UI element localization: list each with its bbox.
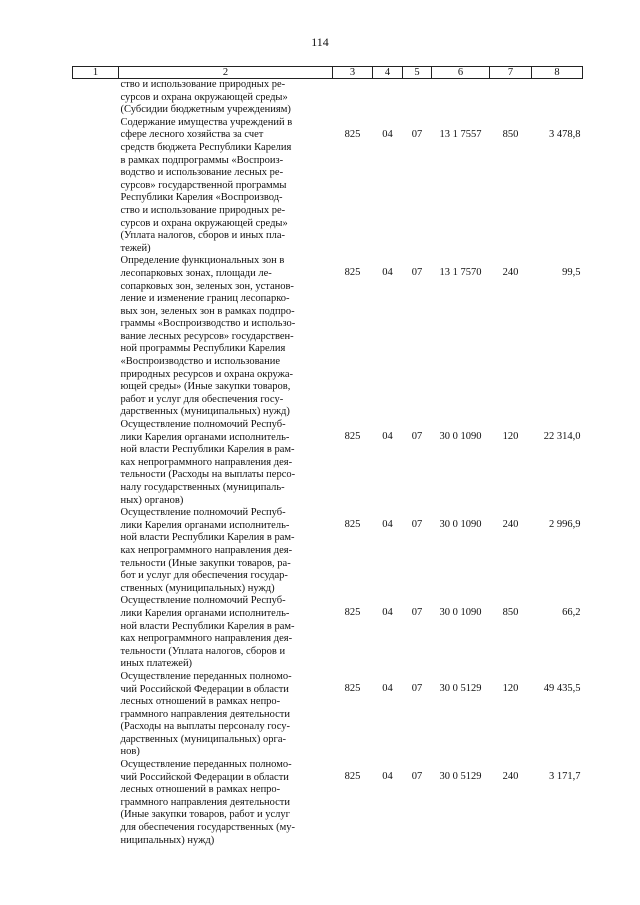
subsection-code: 07 xyxy=(411,771,423,783)
section-code: 04 xyxy=(382,682,393,694)
subsection-code: 07 xyxy=(411,128,423,140)
subsection-code: 07 xyxy=(411,431,423,443)
row-number-cell xyxy=(73,419,119,507)
row-description: Осуществление переданных полномо- чий Российской Федерации в области лесных отношений в рамках непро- граммного направления деятельности (Иные закупки товаров, работ и услуг для обеспечения государственных (му- ниципальных) нужд) xyxy=(120,759,296,846)
subsection-code: 07 xyxy=(411,519,423,531)
table-row xyxy=(73,507,583,595)
table-row xyxy=(73,759,583,847)
row-description: ство и использование природных ре- сурсов и охрана окружающей среды» (Субсидии бюджетным учреждениям) xyxy=(120,79,291,116)
column-header: 2 xyxy=(119,67,333,79)
amount-value: 66,2 xyxy=(562,607,581,619)
budget-table xyxy=(72,66,583,847)
expense-type-code: 850 xyxy=(502,607,519,619)
expense-type-code: 240 xyxy=(502,519,519,531)
column-header: 8 xyxy=(532,67,583,79)
amount-value: 2 996,9 xyxy=(549,519,581,531)
admin-code: 825 xyxy=(344,682,361,694)
amount-value: 3 478,8 xyxy=(549,128,581,140)
admin-code: 825 xyxy=(344,431,361,443)
page-number: 114 xyxy=(311,35,329,49)
row-number-cell xyxy=(73,759,119,847)
expense-type-code: 850 xyxy=(502,128,519,140)
admin-code: 825 xyxy=(344,607,361,619)
row-description: Определение функциональных зон в лесопарковых зонах, площади ле- сопарковых зон, зеленых зон, установ- ление и изменение границ лесопарко- вых зон, зеленых зон в рамках подпро- граммы «Воспроизводство и использо- вание лесных ресурсов» государствен- ной программы Республики Карелия «Воспроизводство и использование природных ресурсов и охрана окружа- ющей среды» (Иные закупки товаров, работ и услуг для обеспечения госу- дарственных (муниципальных) нужд) xyxy=(120,255,296,418)
column-header: 1 xyxy=(73,67,119,79)
section-code: 04 xyxy=(382,267,393,279)
subsection-code xyxy=(403,79,432,117)
table-row xyxy=(73,255,583,419)
subsection-code: 07 xyxy=(411,682,423,694)
expense-type-code: 240 xyxy=(502,267,519,279)
column-header: 7 xyxy=(490,67,532,79)
admin-code: 825 xyxy=(344,771,361,783)
target-article-code: 13 1 7570 xyxy=(439,267,482,279)
column-header: 3 xyxy=(333,67,373,79)
target-article-code: 30 0 5129 xyxy=(439,682,482,694)
expense-type-code: 120 xyxy=(502,431,519,443)
expense-type-code xyxy=(490,79,532,117)
expense-type-code: 120 xyxy=(502,682,519,694)
amount-value: 22 314,0 xyxy=(543,431,581,443)
row-description: Осуществление полномочий Респуб- лики Карелия органами исполнитель- ной власти Республики Карелия в рам- ках непрограммного направления дея- тельности (Уплата налогов, сборов и иных платежей) xyxy=(120,595,295,670)
target-article-code xyxy=(432,79,490,117)
column-header: 6 xyxy=(432,67,490,79)
table-row xyxy=(73,595,583,671)
row-number-cell xyxy=(73,117,119,256)
column-number-header-row xyxy=(73,67,583,79)
row-description: Содержание имущества учреждений в сфере лесного хозяйства за счет средств бюджета Республики Карелия в рамках подпрограммы «Воспроиз- водство и использование лесных ре- сурсов» государственной программы Республики Карелия «Воспроизвод- ство и использование природных ре- сурсов и охрана окружающей среды» (Уплата налогов, сборов и иных пла- тежей) xyxy=(120,116,293,254)
subsection-code: 07 xyxy=(411,607,423,619)
target-article-code: 13 1 7557 xyxy=(439,128,482,140)
admin-code: 825 xyxy=(344,519,361,531)
row-description: Осуществление полномочий Респуб- лики Карелия органами исполнитель- ной власти Республики Карелия в рам- ках непрограммного направления дея- тельности (Расходы на выплаты персо- налу государственных (муниципаль- ных) органов) xyxy=(120,419,296,506)
table-row xyxy=(73,79,583,117)
column-header: 4 xyxy=(373,67,403,79)
target-article-code: 30 0 1090 xyxy=(439,519,482,531)
row-number-cell xyxy=(73,255,119,419)
section-code: 04 xyxy=(382,519,393,531)
amount-value xyxy=(532,79,583,117)
amount-value: 3 171,7 xyxy=(549,771,581,783)
section-code: 04 xyxy=(382,431,393,443)
admin-code: 825 xyxy=(344,128,361,140)
column-header: 5 xyxy=(403,67,432,79)
target-article-code: 30 0 1090 xyxy=(439,607,482,619)
row-number-cell xyxy=(73,79,119,117)
table-row xyxy=(73,671,583,759)
row-description: Осуществление полномочий Респуб- лики Карелия органами исполнитель- ной власти Республики Карелия в рам- ках непрограммного направления дея- тельности (Иные закупки товаров, ра- бот и услуг для обеспечения государ- ственных (муниципальных) нужд) xyxy=(120,507,295,594)
row-number-cell xyxy=(73,671,119,759)
row-number-cell xyxy=(73,595,119,671)
table-row xyxy=(73,117,583,256)
table-row xyxy=(73,419,583,507)
target-article-code: 30 0 1090 xyxy=(439,431,482,443)
section-code: 04 xyxy=(382,607,393,619)
subsection-code: 07 xyxy=(411,267,423,279)
amount-value: 49 435,5 xyxy=(543,682,581,694)
target-article-code: 30 0 5129 xyxy=(439,771,482,783)
amount-value: 99,5 xyxy=(562,267,581,279)
row-number-cell xyxy=(73,507,119,595)
section-code: 04 xyxy=(382,128,393,140)
admin-code: 825 xyxy=(344,267,361,279)
expense-type-code: 240 xyxy=(502,771,519,783)
row-description: Осуществление переданных полномо- чий Российской Федерации в области лесных отношений в рамках непро- граммного направления деятельности (Расходы на выплаты персоналу госу- дарственных (муниципальных) орга- нов) xyxy=(120,670,292,758)
admin-code xyxy=(333,79,373,117)
section-code xyxy=(373,79,403,117)
section-code: 04 xyxy=(382,771,393,783)
